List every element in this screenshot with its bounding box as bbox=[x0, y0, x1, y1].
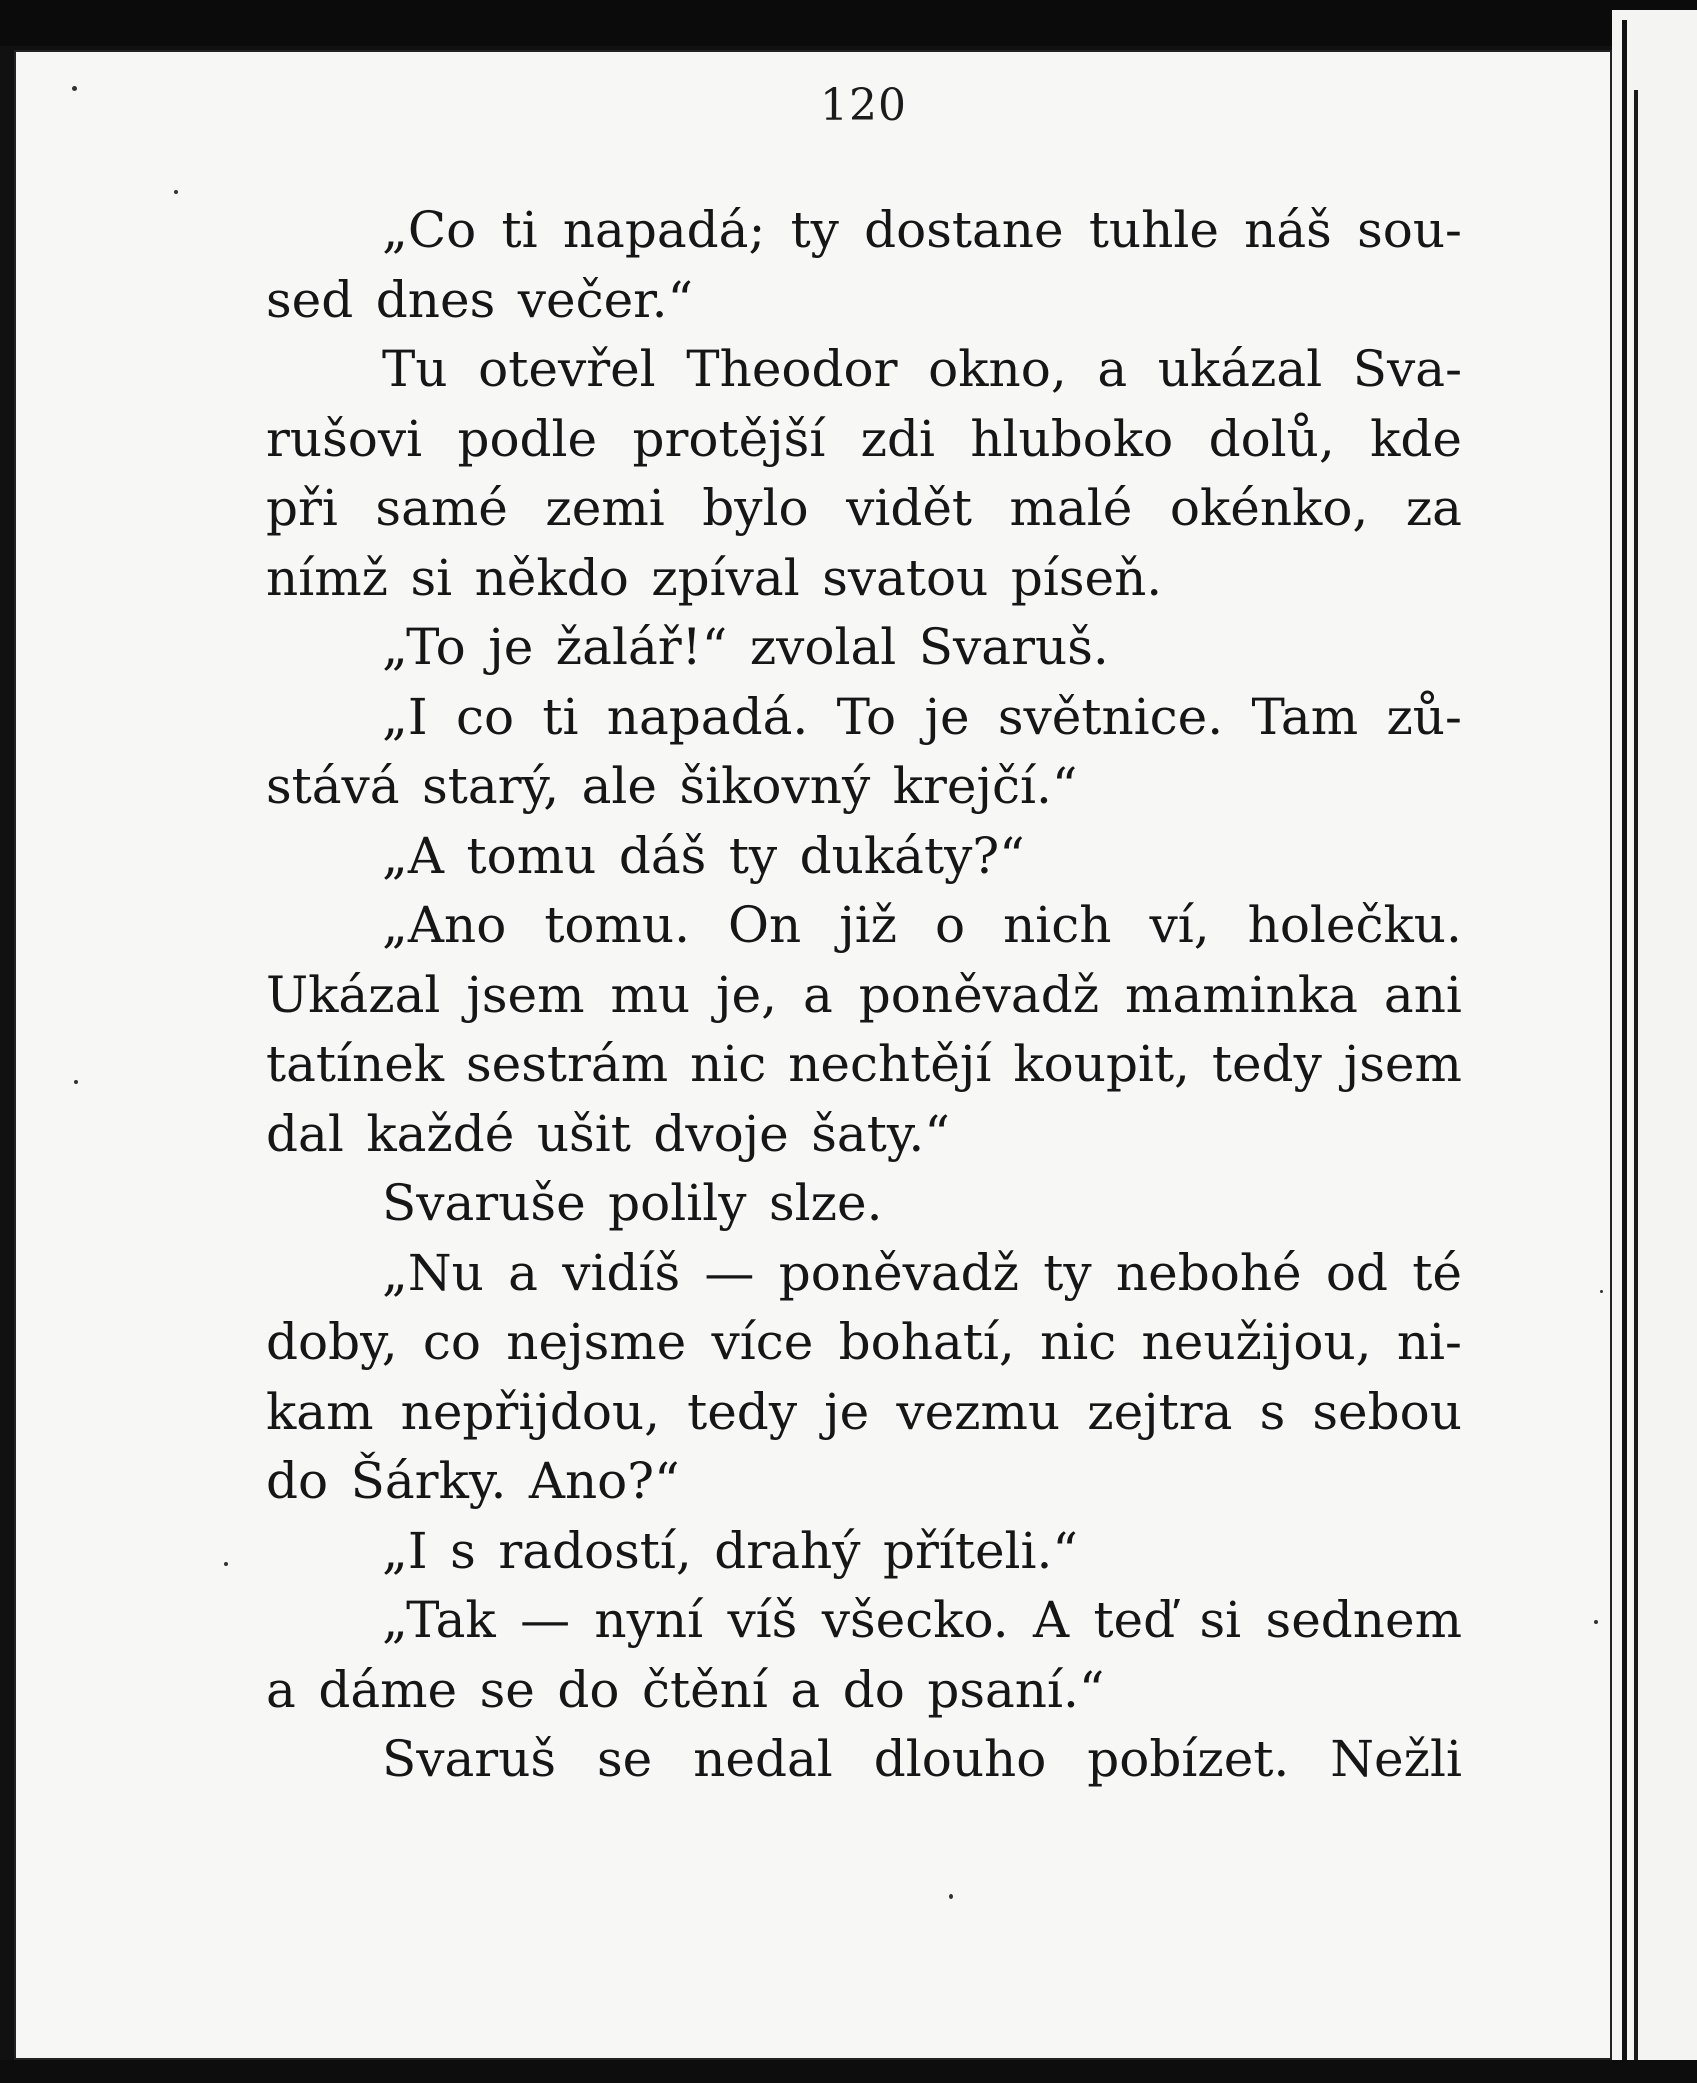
word: se bbox=[597, 1730, 653, 1788]
scan-bottom-edge bbox=[0, 2060, 1697, 2083]
word: dnes bbox=[375, 270, 496, 329]
word: samé bbox=[375, 479, 508, 537]
word: nepřijdou, bbox=[400, 1382, 661, 1441]
scan-speck bbox=[1594, 1620, 1598, 1624]
word: nich bbox=[1003, 896, 1112, 954]
word: a bbox=[790, 1660, 821, 1719]
binding-edge-line bbox=[1622, 20, 1627, 2070]
text-line bbox=[266, 196, 1462, 266]
scan-speck bbox=[1600, 1290, 1603, 1293]
text-line bbox=[266, 1656, 1462, 1726]
word: hluboko bbox=[970, 409, 1174, 468]
word: „A bbox=[382, 826, 445, 885]
word: dvoje bbox=[653, 1104, 789, 1163]
word: ale bbox=[581, 757, 657, 815]
word: maminka bbox=[1125, 965, 1358, 1024]
word: s bbox=[1259, 1382, 1286, 1441]
scan-speck bbox=[224, 1562, 228, 1566]
word: je bbox=[488, 618, 534, 676]
word: Ano?“ bbox=[528, 1452, 680, 1510]
scan-speck bbox=[174, 190, 178, 194]
word: sestrám bbox=[466, 1035, 669, 1093]
text-line bbox=[266, 335, 1462, 405]
word: doby, bbox=[266, 1313, 398, 1371]
word: kam bbox=[266, 1382, 374, 1441]
text-line bbox=[266, 266, 1462, 336]
word: okno, bbox=[928, 340, 1067, 398]
word: kde bbox=[1370, 409, 1462, 468]
word: nebohé bbox=[1115, 1243, 1302, 1302]
word: tomu bbox=[466, 826, 597, 885]
word: starý, bbox=[422, 757, 560, 815]
word: podle bbox=[457, 409, 598, 468]
word: ty bbox=[790, 201, 839, 259]
word: On bbox=[728, 896, 802, 954]
word: dolů, bbox=[1208, 409, 1335, 468]
text-line bbox=[266, 1100, 1462, 1170]
word: večer.“ bbox=[517, 270, 694, 329]
text-line bbox=[266, 1586, 1462, 1656]
word: jsem bbox=[466, 965, 585, 1024]
word: Tu bbox=[382, 340, 448, 398]
scan-right-margin bbox=[1612, 10, 1697, 2083]
word: radostí, bbox=[498, 1521, 692, 1580]
word: žalář!“ bbox=[555, 618, 728, 676]
word: je bbox=[824, 1382, 870, 1441]
word: nyní bbox=[594, 1591, 704, 1649]
word: zemi bbox=[545, 479, 665, 537]
text-line bbox=[266, 961, 1462, 1031]
word: vezmu bbox=[896, 1382, 1061, 1441]
word: zpíval bbox=[651, 548, 800, 607]
word: bylo bbox=[702, 479, 809, 537]
word: o bbox=[935, 896, 966, 954]
word: při bbox=[266, 479, 338, 537]
word: čtění bbox=[642, 1660, 768, 1719]
word: teď bbox=[1093, 1591, 1176, 1649]
word: zejtra bbox=[1087, 1382, 1233, 1441]
word: — bbox=[704, 1243, 755, 1302]
word: nechtějí bbox=[788, 1035, 992, 1093]
word: Sva- bbox=[1352, 340, 1462, 398]
word: si bbox=[1199, 1591, 1242, 1649]
word: tomu. bbox=[544, 896, 691, 954]
word: ukázal bbox=[1157, 340, 1323, 398]
word: okénko, bbox=[1169, 479, 1369, 537]
word: poněvadž bbox=[778, 1243, 1020, 1302]
scan-top-edge bbox=[0, 0, 1697, 46]
word: ty bbox=[1043, 1243, 1092, 1302]
word: bohatí, bbox=[838, 1313, 1015, 1371]
word: vidíš bbox=[562, 1243, 681, 1302]
word: sou- bbox=[1357, 201, 1462, 259]
word: — bbox=[520, 1591, 571, 1649]
word: té bbox=[1412, 1243, 1462, 1302]
word: „I bbox=[382, 687, 428, 746]
word: krejčí.“ bbox=[892, 757, 1078, 815]
word: napadá. bbox=[606, 687, 809, 746]
word: Tam bbox=[1251, 687, 1359, 746]
word: za bbox=[1405, 479, 1462, 537]
word: poněvadž bbox=[858, 965, 1100, 1024]
scan-speck bbox=[74, 1080, 78, 1084]
word: To bbox=[836, 687, 897, 746]
word: „Nu bbox=[382, 1243, 484, 1302]
word: tuhle bbox=[1088, 201, 1219, 259]
word: drahý bbox=[714, 1521, 861, 1580]
text-line bbox=[266, 822, 1462, 892]
word: do bbox=[842, 1660, 905, 1719]
word: do bbox=[266, 1452, 329, 1510]
word: otevřel bbox=[478, 340, 656, 398]
word: svatou bbox=[822, 548, 989, 607]
word: napadá; bbox=[562, 201, 766, 259]
word: vidět bbox=[846, 479, 973, 537]
word: „Tak bbox=[382, 1591, 496, 1649]
word: dostane bbox=[864, 201, 1064, 259]
word: dal bbox=[266, 1104, 344, 1163]
word: nedal bbox=[693, 1730, 833, 1788]
word: někdo bbox=[474, 548, 629, 607]
word: ušit bbox=[536, 1104, 631, 1163]
text-line bbox=[266, 613, 1462, 683]
word: a bbox=[1097, 340, 1128, 398]
word: ti bbox=[542, 687, 579, 746]
word: slze. bbox=[769, 1174, 883, 1232]
text-line bbox=[266, 1378, 1462, 1448]
word: neužijou, bbox=[1141, 1313, 1372, 1371]
word: „Co bbox=[382, 201, 477, 259]
word: rušovi bbox=[266, 409, 423, 468]
word: nic bbox=[1040, 1313, 1117, 1371]
word: všecko. bbox=[821, 1591, 1009, 1649]
word: sednem bbox=[1265, 1591, 1462, 1649]
text-line bbox=[266, 752, 1462, 822]
word: pobízet. bbox=[1087, 1730, 1290, 1788]
word: dáš bbox=[618, 826, 707, 885]
word: nímž bbox=[266, 548, 388, 607]
word: do bbox=[557, 1660, 620, 1719]
word: ví, bbox=[1149, 896, 1210, 954]
binding-edge-line-inner bbox=[1634, 90, 1638, 2070]
text-line bbox=[266, 1169, 1462, 1239]
word: Theodor bbox=[686, 340, 898, 398]
word: ty bbox=[728, 826, 778, 885]
word: již bbox=[839, 896, 898, 954]
text-line bbox=[266, 1447, 1462, 1517]
text-line bbox=[266, 405, 1462, 475]
word: tatínek bbox=[266, 1035, 445, 1093]
word: od bbox=[1325, 1243, 1389, 1302]
word: dáme bbox=[318, 1660, 458, 1719]
text-line bbox=[266, 544, 1462, 614]
word: Svaruš. bbox=[918, 618, 1109, 676]
word: A bbox=[1032, 1591, 1070, 1649]
word: náš bbox=[1244, 201, 1332, 259]
word: „I bbox=[382, 1521, 428, 1580]
word: víš bbox=[727, 1591, 798, 1649]
word: zdi bbox=[860, 409, 935, 468]
page-number: 120 bbox=[820, 80, 907, 131]
text-line bbox=[266, 891, 1462, 961]
word: si bbox=[410, 548, 453, 607]
text-line bbox=[266, 474, 1462, 544]
word: a bbox=[508, 1243, 538, 1302]
word: mu bbox=[610, 965, 691, 1024]
word: holečku. bbox=[1247, 896, 1462, 954]
word: šikovný bbox=[679, 757, 871, 815]
word: píseň. bbox=[1010, 548, 1163, 607]
text-line bbox=[266, 1239, 1462, 1309]
word: Šárky. bbox=[350, 1452, 507, 1510]
word: psaní.“ bbox=[927, 1660, 1105, 1719]
word: tedy bbox=[1211, 1035, 1322, 1093]
word: Svaruše bbox=[382, 1174, 586, 1232]
word: ni- bbox=[1396, 1313, 1462, 1371]
word: a bbox=[266, 1660, 296, 1719]
word: polily bbox=[608, 1174, 747, 1232]
word: nic bbox=[690, 1035, 767, 1093]
body-text bbox=[266, 196, 1462, 1795]
word: zvolal bbox=[749, 618, 897, 676]
word: co bbox=[455, 687, 515, 746]
word: dukáty?“ bbox=[799, 826, 1025, 885]
text-line bbox=[266, 1517, 1462, 1587]
word: jsem bbox=[1343, 1035, 1462, 1093]
scan-speck bbox=[949, 1894, 953, 1899]
word: nejsme bbox=[506, 1313, 687, 1371]
text-line bbox=[266, 1030, 1462, 1100]
word: „To bbox=[382, 618, 466, 676]
word: šaty.“ bbox=[811, 1104, 950, 1163]
word: Ukázal bbox=[266, 965, 441, 1024]
word: sed bbox=[266, 270, 354, 329]
word: Nežli bbox=[1330, 1730, 1462, 1788]
word: a bbox=[803, 965, 833, 1024]
text-line bbox=[266, 1308, 1462, 1378]
word: Svaruš bbox=[382, 1730, 557, 1788]
word: s bbox=[450, 1521, 476, 1580]
text-line bbox=[266, 1725, 1462, 1795]
word: malé bbox=[1009, 479, 1133, 537]
word: sebou bbox=[1312, 1382, 1462, 1441]
text-line bbox=[266, 683, 1462, 753]
word: je bbox=[924, 687, 970, 746]
word: tedy bbox=[687, 1382, 798, 1441]
word: „Ano bbox=[382, 896, 507, 954]
word: každé bbox=[366, 1104, 515, 1163]
word: co bbox=[422, 1313, 482, 1371]
word: protější bbox=[632, 409, 826, 468]
word: je, bbox=[716, 965, 778, 1024]
word: světnice. bbox=[997, 687, 1224, 746]
word: více bbox=[711, 1313, 814, 1371]
word: ti bbox=[501, 201, 538, 259]
word: příteli.“ bbox=[882, 1521, 1078, 1580]
word: stává bbox=[266, 757, 400, 815]
word: koupit, bbox=[1013, 1035, 1190, 1093]
word: zů- bbox=[1386, 687, 1462, 746]
word: dlouho bbox=[873, 1730, 1047, 1788]
word: ani bbox=[1383, 965, 1462, 1024]
word: se bbox=[479, 1660, 535, 1719]
